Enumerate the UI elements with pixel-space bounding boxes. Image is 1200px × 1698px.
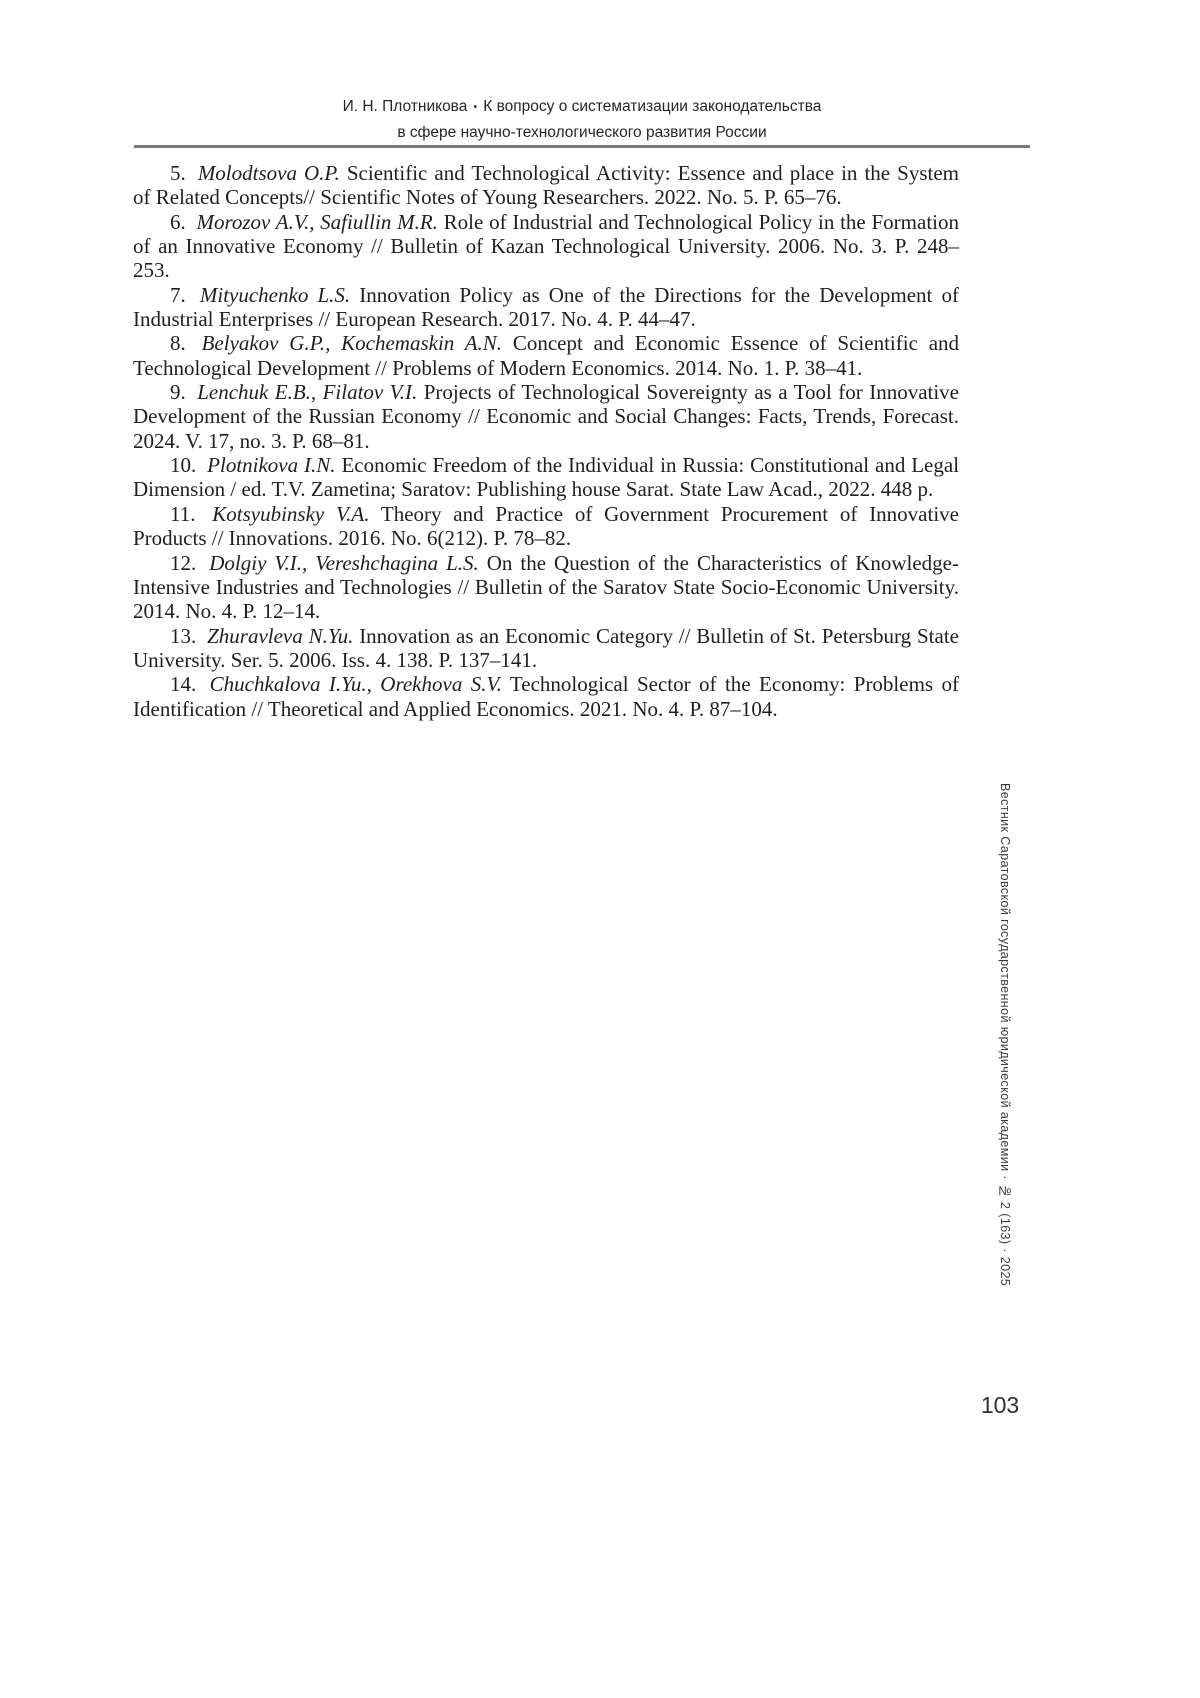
reference-text: Projects of Technological Sovereignty as a Tool for Innovative Development of the Russian Economy // Economic and Social Changes: Facts, Trends, Forecast. 2024. V. 17, no. 3. P. 68–81. [133,380,960,453]
reference-text: Theory and Practice of Government Procurement of Innovative Products // Innovations. 2016. No. 6(212). P. 78–82. [133,501,959,551]
reference-item-12 [133,551,959,624]
reference-number: 10. [170,453,197,478]
reference-authors: Dolgiy V.I., Vereshchagina L.S. [209,550,479,575]
running-head [134,94,1030,145]
running-head-line2: в сфере научно-технологического развития России [397,124,767,141]
reference-text: Innovation as an Economic Category // Bulletin of St. Petersburg State University. Ser. 5. 2006. Iss. 4. 138. P. 137–141. [133,623,959,672]
reference-authors: Molodtsova O.P. [197,161,340,185]
reference-text: Role of Industrial and Technological Policy in the Formation of an Innovative Economy // Bulletin of Kazan Technological University. 2006. No. 3. P. 248–253. [133,209,959,283]
reference-item-5 [133,161,959,210]
running-head-line1 [134,94,1030,120]
reference-number: 6. [170,209,186,234]
reference-authors: Belyakov G.P., Kochemaskin A.N. [201,331,503,356]
reference-number: 14. [170,672,197,697]
reference-text: Technological Sector of the Economy: Problems of Identification // Theoretical and Applied Economics. 2021. No. 4. P. 87–104. [133,672,960,721]
reference-authors: Chuchkalova I.Yu., Orekhova S.V. [209,672,502,697]
running-head-author: И. Н. Плотникова [342,98,468,115]
reference-number: 11. [170,501,196,526]
reference-number: 13. [170,623,197,648]
reference-text: Economic Freedom of the Individual in Russia: Constitutional and Legal Dimension / ed. T.V. Zametina; Saratov: Publishing house Sarat. State Law Acad., 2022. 448 p. [133,453,960,502]
reference-item-9 [133,380,959,453]
reference-item-14 [133,672,959,721]
header-rule [134,145,1030,148]
running-head-title: К вопросу о систематизации законодательства [483,98,822,115]
reference-authors: Kotsyubinsky V.A. [212,501,370,526]
journal-title-vertical: Вестник Саратовской государственной юридической академии · № 2 (163) · 2025 [998,783,1012,1287]
reference-item-10 [133,453,959,502]
page-number: 103 [980,1392,1020,1418]
reference-number: 9. [170,380,186,405]
reference-item-7 [133,283,959,332]
reference-number: 7. [170,282,186,307]
reference-list [133,161,959,721]
reference-authors: Zhuravleva N.Yu. [207,623,354,648]
reference-item-11 [133,502,959,551]
reference-number: 5. [170,161,186,185]
reference-authors: Mityuchenko L.S. [199,282,351,307]
reference-authors: Lenchuk E.B., Filatov V.I. [197,380,418,405]
reference-text: Scientific and Technological Activity: Essence and place in the System of Related Concepts// Scientific Notes of Young Researchers. 2022. No. 5. P. 65–76. [133,161,960,210]
reference-number: 12. [170,550,197,575]
reference-number: 8. [170,331,186,356]
reference-authors: Morozov A.V., Safiullin M.R. [196,209,438,234]
reference-text: Innovation Policy as One of the Directions for the Development of Industrial Enterprises // European Research. 2017. No. 4. P. 44–47. [133,282,959,332]
reference-text: On the Question of the Characteristics of Knowledge-Intensive Industries and Technologies // Bulletin of the Saratov State Socio-Economic University. 2014. No. 4. P. 12–14. [133,550,959,624]
reference-item-13 [133,624,959,673]
reference-item-8 [133,331,959,380]
running-head-bullet: • [473,101,478,113]
reference-item-6 [133,210,959,283]
reference-text: Concept and Economic Essence of Scientific and Technological Development // Problems of Modern Economics. 2014. No. 1. P. 38–41. [133,331,960,380]
reference-authors: Plotnikova I.N. [207,453,336,478]
